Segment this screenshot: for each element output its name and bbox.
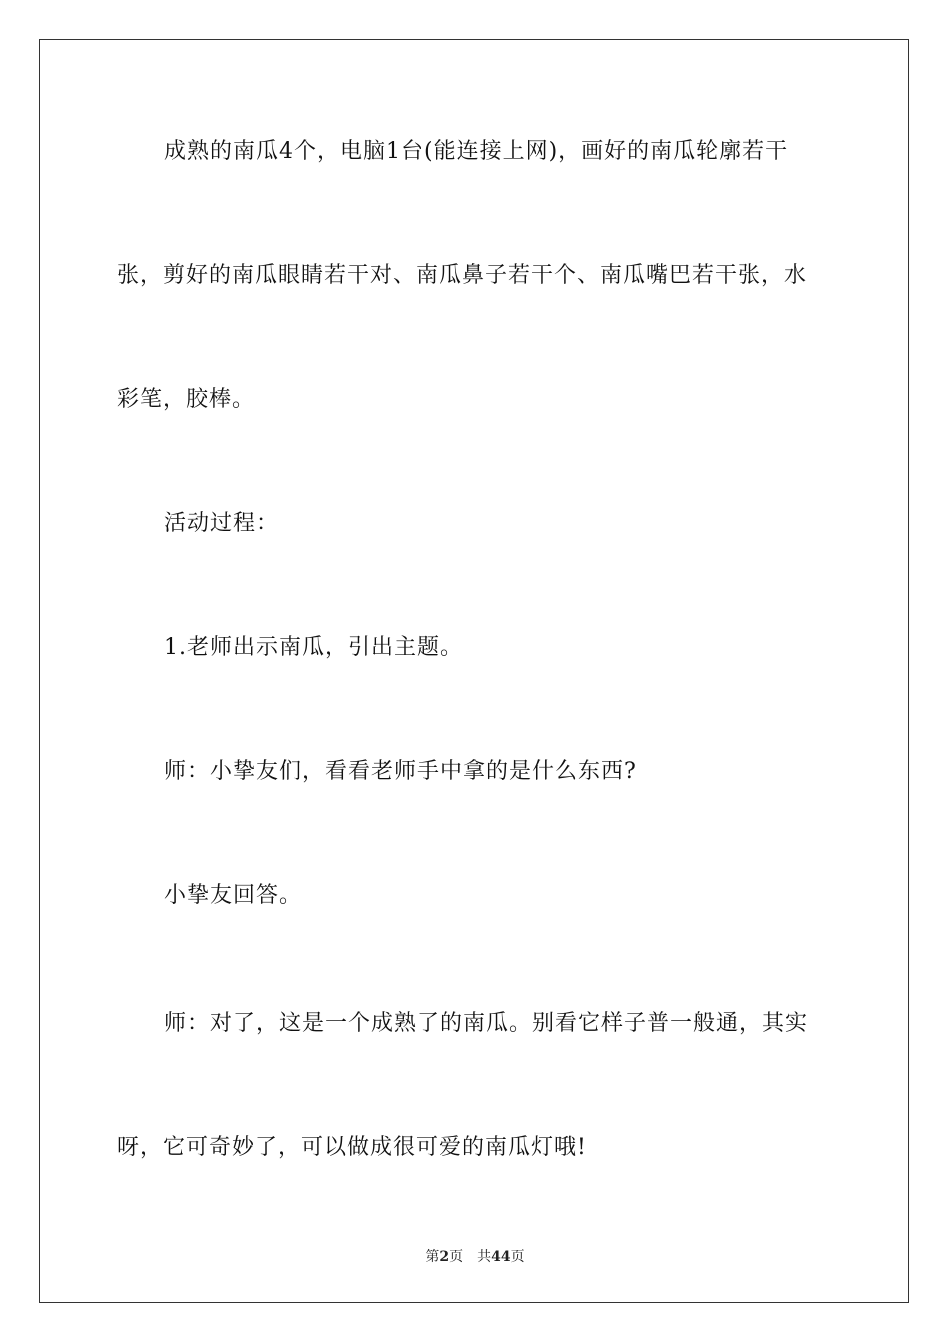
total-pages: 44 [491,1249,511,1265]
page-number: 2 [439,1249,450,1265]
page-suffix: 页 [449,1249,464,1265]
list-item: 1.老师出示南瓜，引出主题。 [164,635,463,660]
total-prefix: 共 [477,1249,492,1265]
paragraph-line: 小挚友回答。 [164,883,303,908]
paragraph-line: 彩笔，胶棒。 [117,387,256,412]
page-footer [0,1248,950,1266]
paragraph-line: 张，剪好的南瓜眼睛若干对、南瓜鼻子若干个、南瓜嘴巴若干张，水 [117,263,808,288]
section-heading: 活动过程： [164,511,280,536]
paragraph-line: 师：小挚友们，看看老师手中拿的是什么东西? [164,759,637,784]
paragraph-line: 呀，它可奇妙了，可以做成很可爱的南瓜灯哦! [117,1135,587,1160]
total-suffix: 页 [510,1249,525,1265]
paragraph-line: 师：对了，这是一个成熟了的南瓜。别看它样子普一般通，其实 [164,1011,809,1036]
paragraph-line: 成熟的南瓜4个，电脑1台(能连接上网)，画好的南瓜轮廓若干 [164,139,789,164]
page-prefix: 第 [425,1249,440,1265]
page-border [39,39,909,1303]
